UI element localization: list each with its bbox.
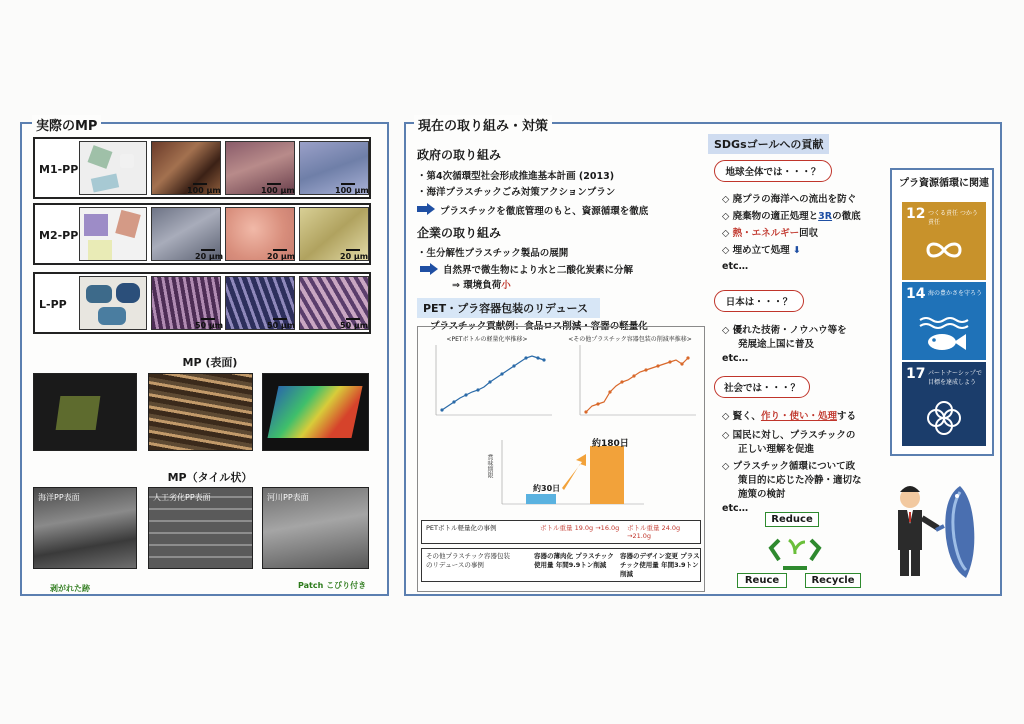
society-item: ◇ プラスチック循環について政 (722, 461, 856, 472)
mp-label: L-PP (39, 298, 67, 311)
society-etc: etc… (722, 503, 749, 514)
pet-note-box (421, 520, 701, 544)
japan-etc: etc… (722, 353, 749, 364)
other-note-box (421, 548, 701, 582)
earth-item: ◇ 廃棄物の適正処理と3Rの徹底 (722, 211, 861, 222)
reuce-label: Reuce (737, 573, 787, 588)
society-item: 施策の検討 (738, 489, 786, 500)
corp-arrow-text: 自然界で微生物により水と二酸化炭素に分解 (443, 265, 634, 276)
corp-item: ・生分解性プラスチック製品の展開 (417, 248, 569, 259)
mp-row-m1 (33, 137, 371, 199)
note2-label: その他プラスチック容器包装のリデュースの事例 (426, 552, 510, 569)
sem-photo (148, 487, 253, 569)
arrow-right-icon (417, 203, 435, 215)
sem-photo (33, 487, 137, 569)
main-panel-title: 現在の取り組み・対策 (414, 115, 552, 134)
earth-item: ◇ 熱・エネルギー回収 (722, 228, 819, 239)
sdg-17-tile: 17 パートナーシップで目標を達成しよう (902, 362, 986, 446)
recycle-label: Recycle (805, 573, 861, 588)
earth-item: ◇ 埋め立て処理 ⬇ (722, 245, 801, 256)
pet-banner: PET・プラ容器包装のリデュース (417, 298, 600, 318)
scale-bar: 50 µm (195, 321, 224, 330)
scale-bar: 100 µm (261, 186, 295, 195)
sample-photo (79, 141, 147, 195)
mp-row-l (33, 272, 371, 334)
surface-3d-plot (262, 373, 369, 451)
sample-photo (79, 207, 147, 261)
chart2-title: <その他プラスチック容器包装の削減率推移> (568, 336, 692, 343)
bubble-japan: 日本は・・・？ (714, 290, 804, 312)
society-item: 策目的に応じた冷静・適切な (738, 475, 862, 486)
earth-etc: etc… (722, 261, 749, 272)
gov-heading: 政府の取り組み (417, 148, 502, 162)
mp-label: M2-PP (39, 229, 79, 242)
gov-item: ・第4次循環型社会形成推進基本計画 (2013) (417, 171, 615, 182)
chart-pet-lightweight (424, 340, 556, 430)
sem-label: 人工劣化PP表面 (153, 493, 211, 502)
bar-label-180: 約180日 (592, 439, 629, 449)
bar-ylabel: 賞味期限 (486, 454, 493, 478)
example-title: プラスチック貢献例：食品ロス削減・容器の軽量化 (430, 321, 648, 332)
japan-item: ◇ 優れた技術・ノウハウ等を (722, 325, 847, 336)
note1-label: PETボトル軽量化の事例 (426, 524, 497, 532)
sdg-title: プラ資源循環に関連 (899, 178, 989, 189)
corp-arrow-text-2: ⇒ 環境負荷小 (452, 280, 511, 291)
sem-label: 河川PP表面 (267, 493, 309, 502)
recycle-arrows-icon (765, 530, 825, 572)
society-item: 正しい理解を促進 (738, 444, 815, 455)
note2-detail-b: 容器のデザイン変更 プラスチック使用量 年間3.9トン削減 (620, 552, 700, 578)
earth-item: ◇ 廃プラの海洋への流出を防ぐ (722, 194, 857, 205)
gov-arrow-text: プラスチックを徹底管理のもと、資源循環を徹底 (440, 206, 649, 217)
gov-item: ・海洋プラスチックごみ対策アクションプラン (417, 187, 616, 198)
scale-bar: 20 µm (340, 252, 369, 261)
sdg-12-tile: 12 つくる責任 つかう責任 (902, 202, 986, 280)
scale-bar: 20 µm (195, 252, 224, 261)
tile-heading: MP（タイル状） (167, 471, 253, 484)
bar-label-30: 約30日 (533, 484, 561, 493)
sdg-14-tile: 14 海の豊かさを守ろう (902, 282, 986, 360)
corp-heading: 企業の取り組み (417, 226, 502, 240)
note1-detail-b: ボトル重量 24.0g →21.0g (627, 524, 681, 540)
mp-label: M1-PP (39, 163, 79, 176)
arrow-right-icon (420, 263, 438, 275)
note2-detail-a: 容器の薄肉化 プラスチック使用量 年間9.9トン削減 (534, 552, 614, 569)
sem-label: 海洋PP表面 (38, 493, 80, 502)
reduce-label: Reduce (765, 512, 819, 527)
society-item: ◇ 賢く、作り・使い・処理する (722, 411, 856, 422)
bubble-earth: 地球全体では・・・？ (714, 160, 832, 182)
businessman-fish-illustration (880, 478, 990, 586)
note1-detail-a: ボトル重量 19.0g →16.0g (540, 524, 620, 532)
sdg-box (890, 168, 994, 456)
flower-ring-icon (924, 398, 964, 438)
scale-bar: 100 µm (335, 186, 369, 195)
bubble-society: 社会では・・・？ (714, 376, 810, 398)
chart1-title: <PETボトルの軽量化率推移> (446, 336, 528, 343)
scale-bar: 50 µm (267, 321, 296, 330)
surface-heading: MP (表面) (182, 356, 238, 369)
scale-bar: 50 µm (340, 321, 369, 330)
note-peeled: 剥がれた跡 (50, 584, 90, 593)
scale-bar: 100 µm (187, 186, 221, 195)
fish-icon (918, 314, 970, 354)
chart-other-plastic (568, 340, 700, 430)
society-item: ◇ 国民に対し、プラスチックの (722, 430, 856, 441)
surface-photo (33, 373, 137, 451)
japan-item: 発展途上国に普及 (738, 339, 815, 350)
sdg-banner: SDGsゴールへの貢献 (708, 134, 829, 154)
note-patch: Patch こびり付き (298, 581, 367, 590)
scale-bar: 20 µm (267, 252, 296, 261)
sample-photo (79, 276, 147, 330)
surface-photo (148, 373, 253, 451)
infinity-icon (924, 238, 964, 262)
left-panel-title: 実際のMP (32, 115, 101, 134)
mp-row-m2 (33, 203, 371, 265)
sem-photo (262, 487, 369, 569)
